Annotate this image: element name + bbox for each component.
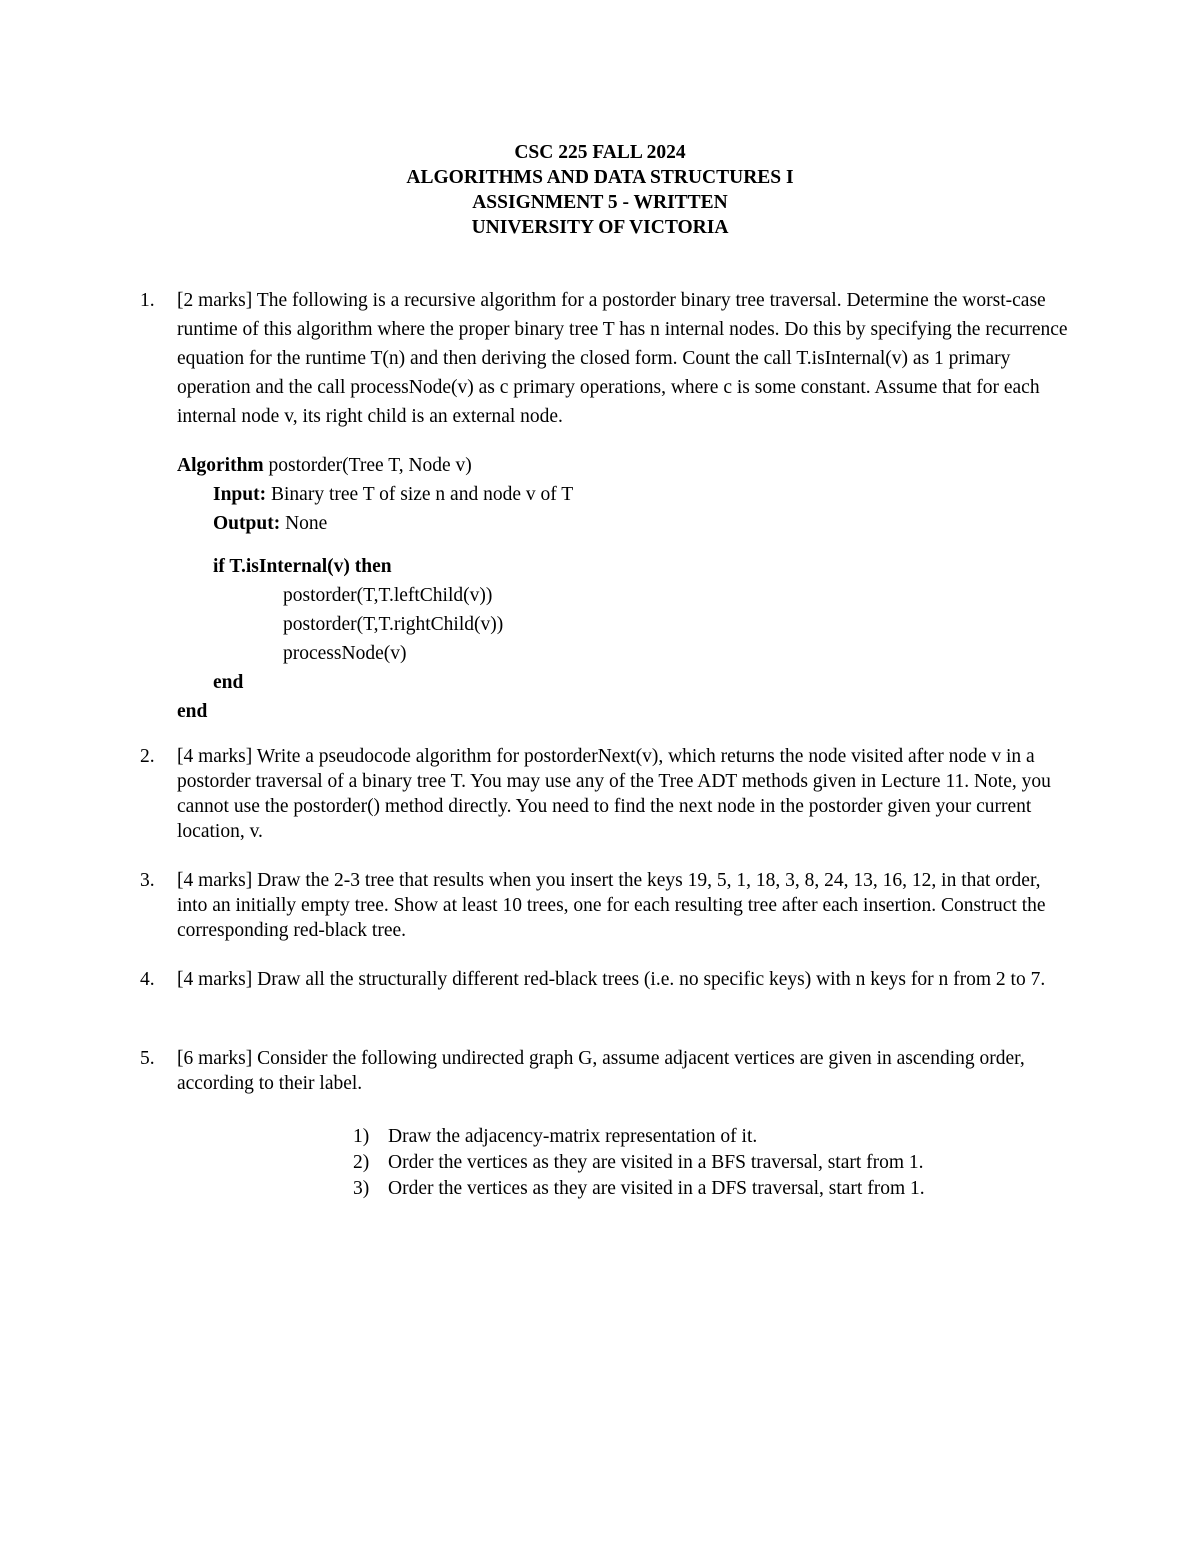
- question-4: [140, 967, 1070, 992]
- algorithm-line: processNode(v): [283, 643, 407, 664]
- algorithm-header: Algorithm postorder(Tree T, Node v): [177, 455, 472, 476]
- algorithm-output: Output: None: [213, 513, 328, 534]
- course-subtitle: ALGORITHMS AND DATA STRUCTURES I: [406, 167, 794, 188]
- university-name: UNIVERSITY OF VICTORIA: [471, 217, 729, 238]
- question-text: [2 marks] The following is a recursive algorithm for a postorder binary tree traversal. Determine the worst-case runtime of this algorithm where the proper binary tree T has n internal nodes. Do this by specifying the recurrence equation for the runtime T(n) and then deriving the closed form. Count the call T.isInternal(v) as 1 primary operation and the call processNode(v) as c primary operations, where c is some constant. Assume that for each internal node v, its right child is an external node.: [177, 290, 1068, 427]
- list-item: 2) Order the vertices as they are visited in a BFS traversal, start from 1.: [353, 1152, 924, 1173]
- algorithm-block: [177, 451, 1070, 726]
- question-number: 1.: [140, 290, 155, 311]
- question-5-subitems: [353, 1124, 925, 1202]
- question-number: 3.: [140, 870, 155, 891]
- course-title: CSC 225 FALL 2024: [514, 142, 686, 163]
- question-1: [140, 286, 1070, 726]
- algorithm-end: end: [213, 672, 244, 693]
- question-text: [4 marks] Draw all the structurally different red-black trees (i.e. no specific keys) with n keys for n from 2 to 7.: [177, 969, 1046, 990]
- question-number: 5.: [140, 1048, 155, 1069]
- question-3: [140, 868, 1070, 943]
- question-text: [6 marks] Consider the following undirected graph G, assume adjacent vertices are given in ascending order, according to their label.: [177, 1048, 1025, 1094]
- question-number: 4.: [140, 969, 155, 990]
- question-number: 2.: [140, 746, 155, 767]
- algorithm-input: Input: Binary tree T of size n and node v of T: [213, 484, 574, 505]
- keyword: Input:: [213, 484, 267, 505]
- question-5: [140, 1046, 1070, 1096]
- question-2: [140, 744, 1070, 844]
- question-text: [4 marks] Write a pseudocode algorithm for postorderNext(v), which returns the node visited after node v in a postorder traversal of a binary tree T. You may use any of the Tree ADT methods given in Lecture 11. Note, you cannot use the postorder() method directly. You need to find the next node in the postorder given your current location, v.: [177, 746, 1051, 842]
- assignment-title: ASSIGNMENT 5 - WRITTEN: [472, 192, 728, 213]
- list-item: 3) Order the vertices as they are visited in a DFS traversal, start from 1.: [353, 1178, 925, 1199]
- list-item: 1) Draw the adjacency-matrix representation of it.: [353, 1126, 758, 1147]
- algorithm-line: postorder(T,T.leftChild(v)): [283, 585, 493, 606]
- document-header: [0, 140, 1200, 240]
- question-text: [4 marks] Draw the 2-3 tree that results when you insert the keys 19, 5, 1, 18, 3, 8, 24, 13, 16, 12, in that order, into an initially empty tree. Show at least 10 trees, one for each resulting tree after each insertion. Construct the corresponding red-black tree.: [177, 870, 1046, 941]
- keyword: Algorithm: [177, 455, 264, 476]
- keyword: Output:: [213, 513, 281, 534]
- algorithm-end: end: [177, 701, 208, 722]
- algorithm-if: if T.isInternal(v) then: [213, 556, 392, 577]
- algorithm-line: postorder(T,T.rightChild(v)): [283, 614, 504, 635]
